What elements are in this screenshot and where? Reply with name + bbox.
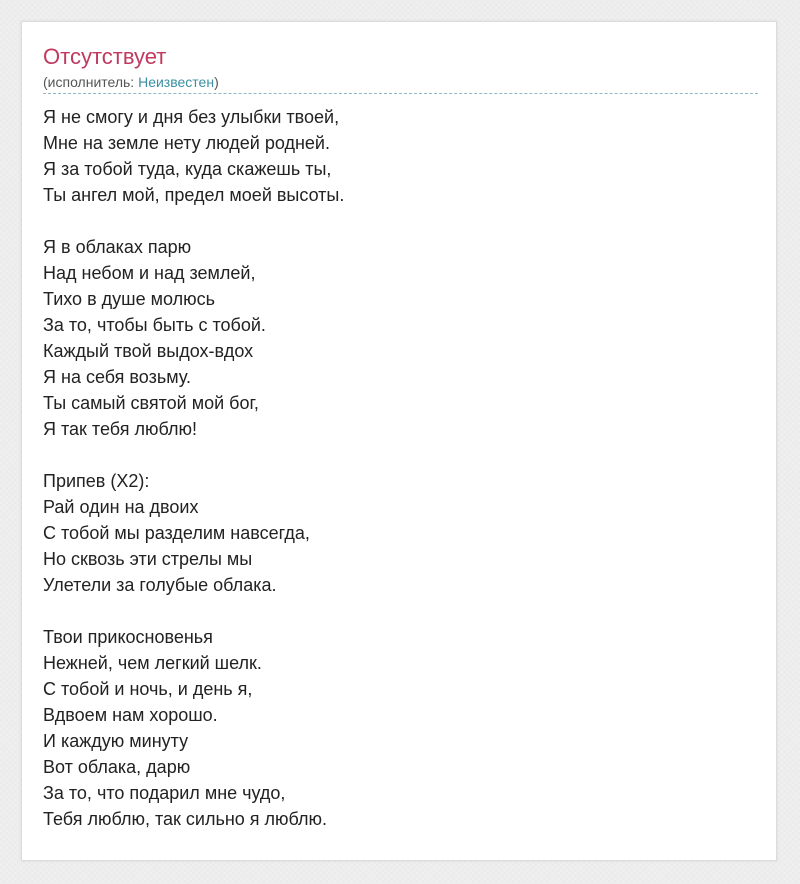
lyric-line: Я не смогу и дня без улыбки твоей, — [43, 107, 340, 127]
lyric-line: Вот облака, дарю — [43, 757, 191, 777]
lyrics-stanza — [43, 104, 758, 208]
artist-link[interactable]: Неизвестен — [138, 74, 215, 90]
lyric-line: Каждый твой выдох-вдох — [43, 341, 254, 361]
artist-line — [43, 72, 219, 92]
lyric-line: Я так тебя люблю! — [43, 419, 197, 439]
lyrics-stanza — [43, 624, 758, 832]
artist-prefix: (исполнитель: — [43, 74, 139, 90]
lyrics-stanza — [43, 468, 758, 598]
lyrics-card — [21, 21, 777, 861]
song-title: Отсутствует — [43, 44, 167, 69]
lyric-line: Вдвоем нам хорошо. — [43, 705, 218, 725]
lyric-line: Нежней, чем легкий шелк. — [43, 653, 262, 673]
title-divider — [43, 93, 758, 94]
lyric-line: За то, что подарил мне чудо, — [43, 783, 286, 803]
lyric-line: Над небом и над землей, — [43, 263, 256, 283]
lyric-line: Но сквозь эти стрелы мы — [43, 549, 253, 569]
lyrics-body — [43, 104, 758, 832]
lyric-line: Ты ангел мой, предел моей высоты. — [43, 185, 345, 205]
lyric-line: Тебя люблю, так сильно я люблю. — [43, 809, 328, 829]
lyrics-stanza — [43, 234, 758, 442]
lyric-line: И каждую минуту — [43, 731, 189, 751]
lyric-line: С тобой мы разделим навсегда, — [43, 523, 310, 543]
lyric-line: Припев (X2): — [43, 471, 150, 491]
lyric-line: Рай один на двоих — [43, 497, 199, 517]
lyric-line: Тихо в душе молюсь — [43, 289, 215, 309]
lyric-line: С тобой и ночь, и день я, — [43, 679, 253, 699]
lyric-line: Мне на земле нету людей родней. — [43, 133, 330, 153]
lyric-line: Я за тобой туда, куда скажешь ты, — [43, 159, 332, 179]
lyric-line: За то, чтобы быть с тобой. — [43, 315, 266, 335]
lyric-line: Твои прикосновенья — [43, 627, 213, 647]
artist-suffix: ) — [214, 74, 219, 90]
lyric-line: Улетели за голубые облака. — [43, 575, 277, 595]
lyric-line: Я в облаках парю — [43, 237, 192, 257]
lyric-line: Я на себя возьму. — [43, 367, 191, 387]
lyric-line: Ты самый святой мой бог, — [43, 393, 259, 413]
